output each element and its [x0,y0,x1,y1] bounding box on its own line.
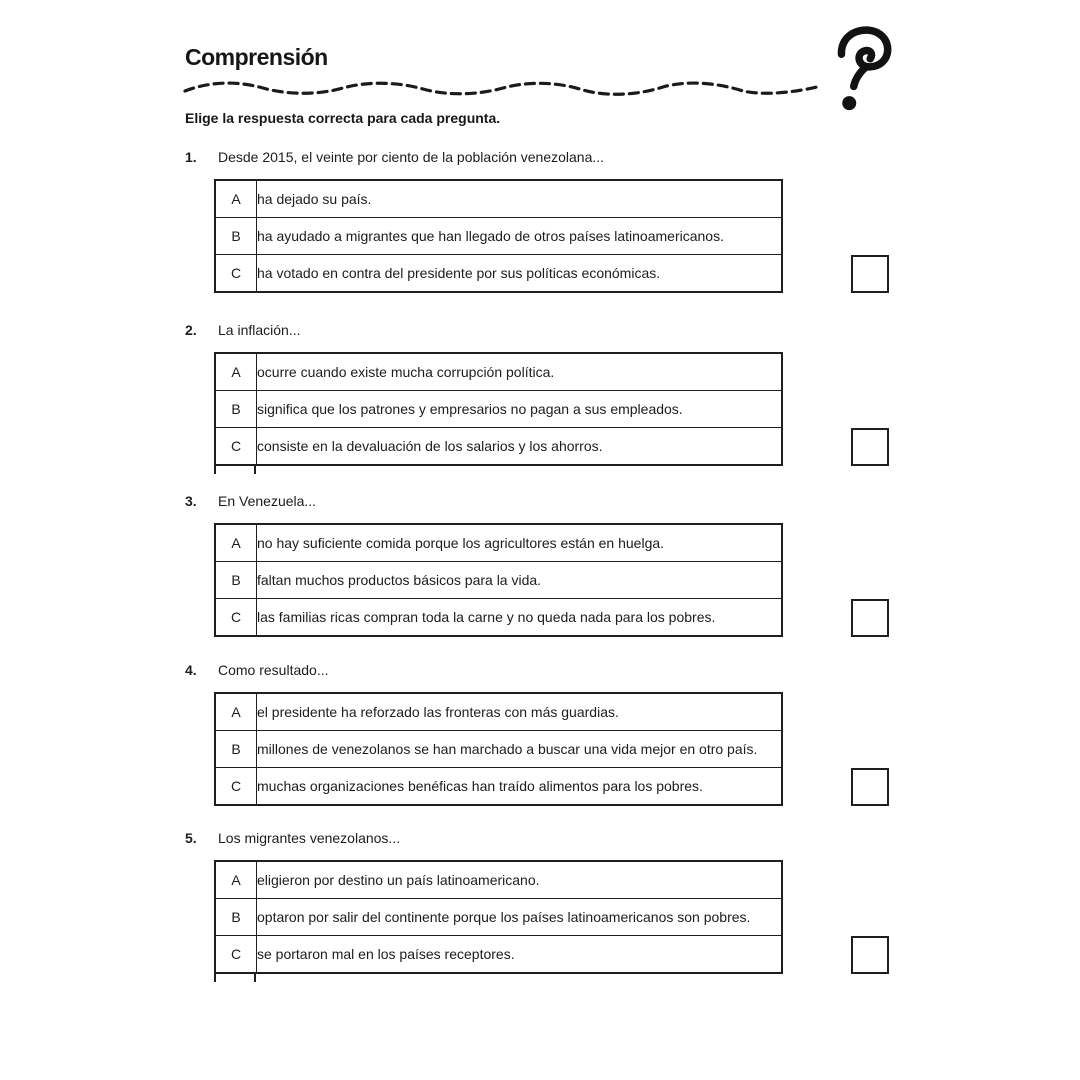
option-letter-cell: B [215,391,257,428]
option-text-cell: ocurre cuando existe mucha corrupción política. [257,353,783,391]
option-letter-cell: A [215,180,257,218]
option-text-cell: ha dejado su país. [257,180,783,218]
question-number: 3. [185,493,197,509]
question-prompt: En Venezuela... [218,493,317,509]
options-table [214,523,783,637]
option-text-cell: eligieron por destino un país latinoamericano. [257,861,783,899]
option-row [215,599,782,637]
option-row [215,768,782,806]
question-block [185,322,905,466]
option-row [215,731,782,768]
option-row [215,524,782,562]
answer-box[interactable] [851,255,889,293]
option-row [215,899,782,936]
question-number: 5. [185,830,197,846]
option-letter-cell: B [215,562,257,599]
question-header [185,493,905,510]
option-row [215,562,782,599]
option-text-cell: las familias ricas compran toda la carne y no queda nada para los pobres. [257,599,783,637]
question-header [185,322,905,339]
option-text-cell: faltan muchos productos básicos para la vida. [257,562,783,599]
option-letter-cell: A [215,353,257,391]
option-letter-cell: C [215,936,257,974]
option-letter-cell: B [215,218,257,255]
option-row [215,391,782,428]
option-letter-cell: B [215,731,257,768]
page-title: Comprensión [185,44,328,70]
option-letter-cell: A [215,693,257,731]
question-prompt: Desde 2015, el veinte por ciento de la población venezolana... [218,149,605,165]
table-continuation-stub [214,466,264,474]
question-prompt: Los migrantes venezolanos... [218,830,401,846]
question-number: 2. [185,322,197,338]
question-header [185,830,905,847]
option-letter-cell: C [215,768,257,806]
option-letter-cell: B [215,899,257,936]
option-text-cell: significa que los patrones y empresarios no pagan a sus empleados. [257,391,783,428]
option-text-cell: muchas organizaciones benéficas han traído alimentos para los pobres. [257,768,783,806]
question-number: 4. [185,662,197,678]
options-table [214,860,783,974]
option-text-cell: optaron por salir del continente porque los países latinoamericanos son pobres. [257,899,783,936]
question-mark-icon [824,20,898,124]
option-row [215,428,782,466]
option-text-cell: consiste en la devaluación de los salarios y los ahorros. [257,428,783,466]
question-header [185,662,905,679]
question-prompt: La inflación... [218,322,301,338]
option-row [215,936,782,974]
option-row [215,693,782,731]
options-table [214,179,783,293]
option-text-cell: se portaron mal en los países receptores. [257,936,783,974]
option-text-cell: no hay suficiente comida porque los agricultores están en huelga. [257,524,783,562]
option-text-cell: ha votado en contra del presidente por sus políticas económicas. [257,255,783,293]
question-block [185,149,905,293]
options-table [214,692,783,806]
table-continuation-stub [214,974,264,982]
answer-box[interactable] [851,428,889,466]
question-block [185,493,905,637]
question-number: 1. [185,149,197,165]
answer-box[interactable] [851,768,889,806]
option-row [215,218,782,255]
question-block [185,830,905,974]
option-row [215,255,782,293]
answer-box[interactable] [851,599,889,637]
option-letter-cell: A [215,524,257,562]
option-letter-cell: C [215,428,257,466]
question-prompt: Como resultado... [218,662,329,678]
option-letter-cell: C [215,599,257,637]
option-row [215,861,782,899]
answer-box[interactable] [851,936,889,974]
options-table [214,352,783,466]
instruction-text: Elige la respuesta correcta para cada pregunta. [185,110,501,126]
question-header [185,149,905,166]
option-text-cell: ha ayudado a migrantes que han llegado de otros países latinoamericanos. [257,218,783,255]
option-text-cell: el presidente ha reforzado las fronteras con más guardias. [257,693,783,731]
wavy-divider-line [183,77,825,103]
option-row [215,180,782,218]
option-letter-cell: C [215,255,257,293]
question-block [185,662,905,806]
option-text-cell: millones de venezolanos se han marchado a buscar una vida mejor en otro país. [257,731,783,768]
option-row [215,353,782,391]
option-letter-cell: A [215,861,257,899]
